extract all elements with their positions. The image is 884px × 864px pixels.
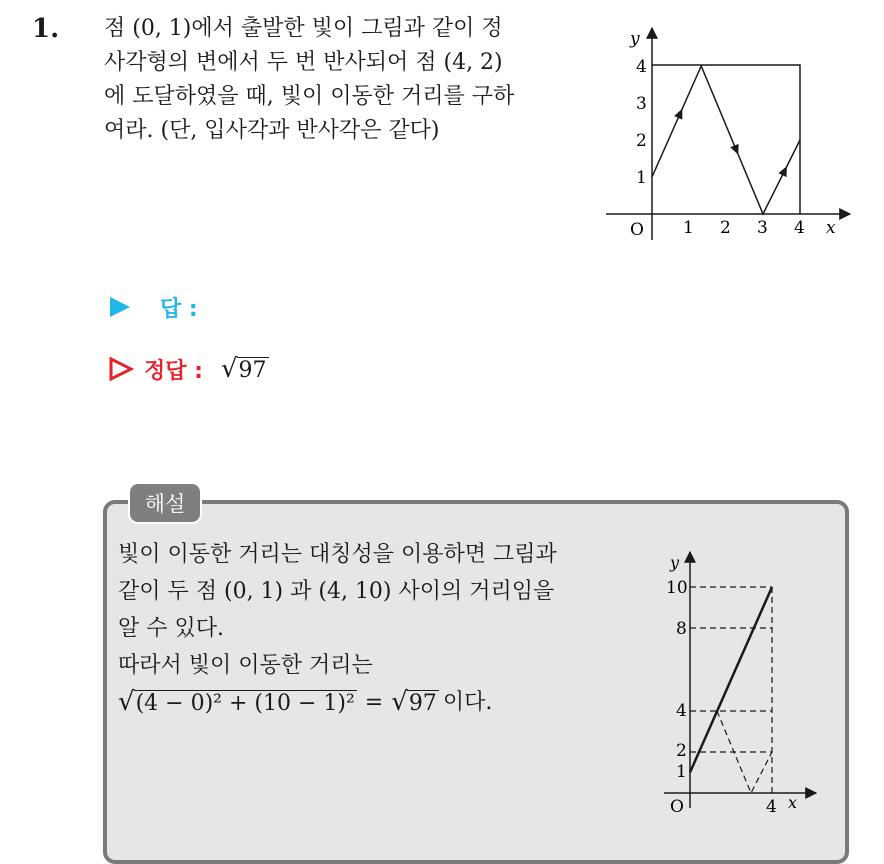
x-tick-label: 1	[683, 218, 694, 238]
x-tick-label: 2	[720, 218, 731, 238]
question-line: 점 (0, 1)에서 출발한 빛이 그림과 같이 정	[104, 16, 503, 41]
y-tick-label: 4	[676, 701, 687, 721]
formula-radicand: (4 − 0)² + (10 − 1)²	[135, 691, 355, 716]
question-number: 1.	[32, 14, 60, 44]
answer-label: 답 :	[160, 296, 198, 322]
reflection-figure	[600, 22, 860, 244]
correct-answer-label: 정답 :	[144, 358, 203, 384]
distance-formula: √ (4 − 0)² + (10 − 1)² = √ 97 이다.	[118, 684, 658, 721]
light-path	[652, 66, 800, 214]
origin-label: O	[630, 220, 644, 240]
correct-answer-value: √ 97	[220, 353, 267, 384]
direction-arrow	[674, 107, 686, 120]
correct-answer-radicand: 97	[238, 357, 267, 383]
direction-arrow	[778, 164, 791, 177]
unfolded-path	[690, 587, 772, 772]
y-axis-label: y	[630, 29, 640, 49]
correct-answer-row	[108, 352, 269, 386]
x-axis-label: x	[826, 218, 836, 238]
y-tick-label: 1	[676, 762, 687, 782]
outline-triangle-icon	[108, 356, 134, 382]
play-triangle-icon	[108, 295, 132, 319]
y-tick-label: 4	[636, 57, 647, 77]
y-tick-label: 8	[676, 619, 687, 639]
x-tick-label: 3	[757, 218, 768, 238]
y-tick-label: 2	[636, 131, 647, 151]
explanation-line: 알 수 있다.	[118, 616, 224, 641]
question-line: 여라. (단, 입사각과 반사각은 같다)	[104, 118, 440, 143]
symmetry-figure	[656, 546, 826, 826]
x-tick-label: 4	[766, 797, 777, 817]
direction-arrow	[730, 144, 742, 157]
question-line: 사각형의 변에서 두 번 반사되어 점 (4, 2)	[104, 50, 503, 75]
explanation-line: 따라서 빛이 이동한 거리는	[118, 653, 373, 678]
explanation-line: 빛이 이동한 거리는 대칭성을 이용하면 그림과	[118, 542, 557, 567]
y-tick-label: 3	[636, 94, 647, 114]
origin-label: O	[670, 797, 684, 817]
formula-suffix: 이다.	[442, 690, 493, 715]
x-axis-label: x	[788, 793, 798, 812]
square-outline	[652, 65, 800, 214]
formula-equals: =	[364, 690, 384, 715]
y-tick-label: 2	[676, 741, 687, 761]
formula-result: 97	[408, 691, 437, 716]
explanation-text	[118, 536, 658, 721]
y-tick-label: 1	[636, 168, 647, 188]
question-line: 에 도달하였을 때, 빛이 이동한 거리를 구하	[104, 84, 515, 109]
explanation-line: 같이 두 점 (0, 1) 과 (4, 10) 사이의 거리임을	[118, 579, 555, 604]
question-text	[104, 12, 584, 148]
answer-row	[108, 292, 198, 322]
y-tick-label: 10	[666, 578, 688, 598]
explanation-tab: 해설	[128, 482, 202, 524]
y-axis-label: y	[670, 553, 680, 572]
x-tick-label: 4	[794, 218, 805, 238]
